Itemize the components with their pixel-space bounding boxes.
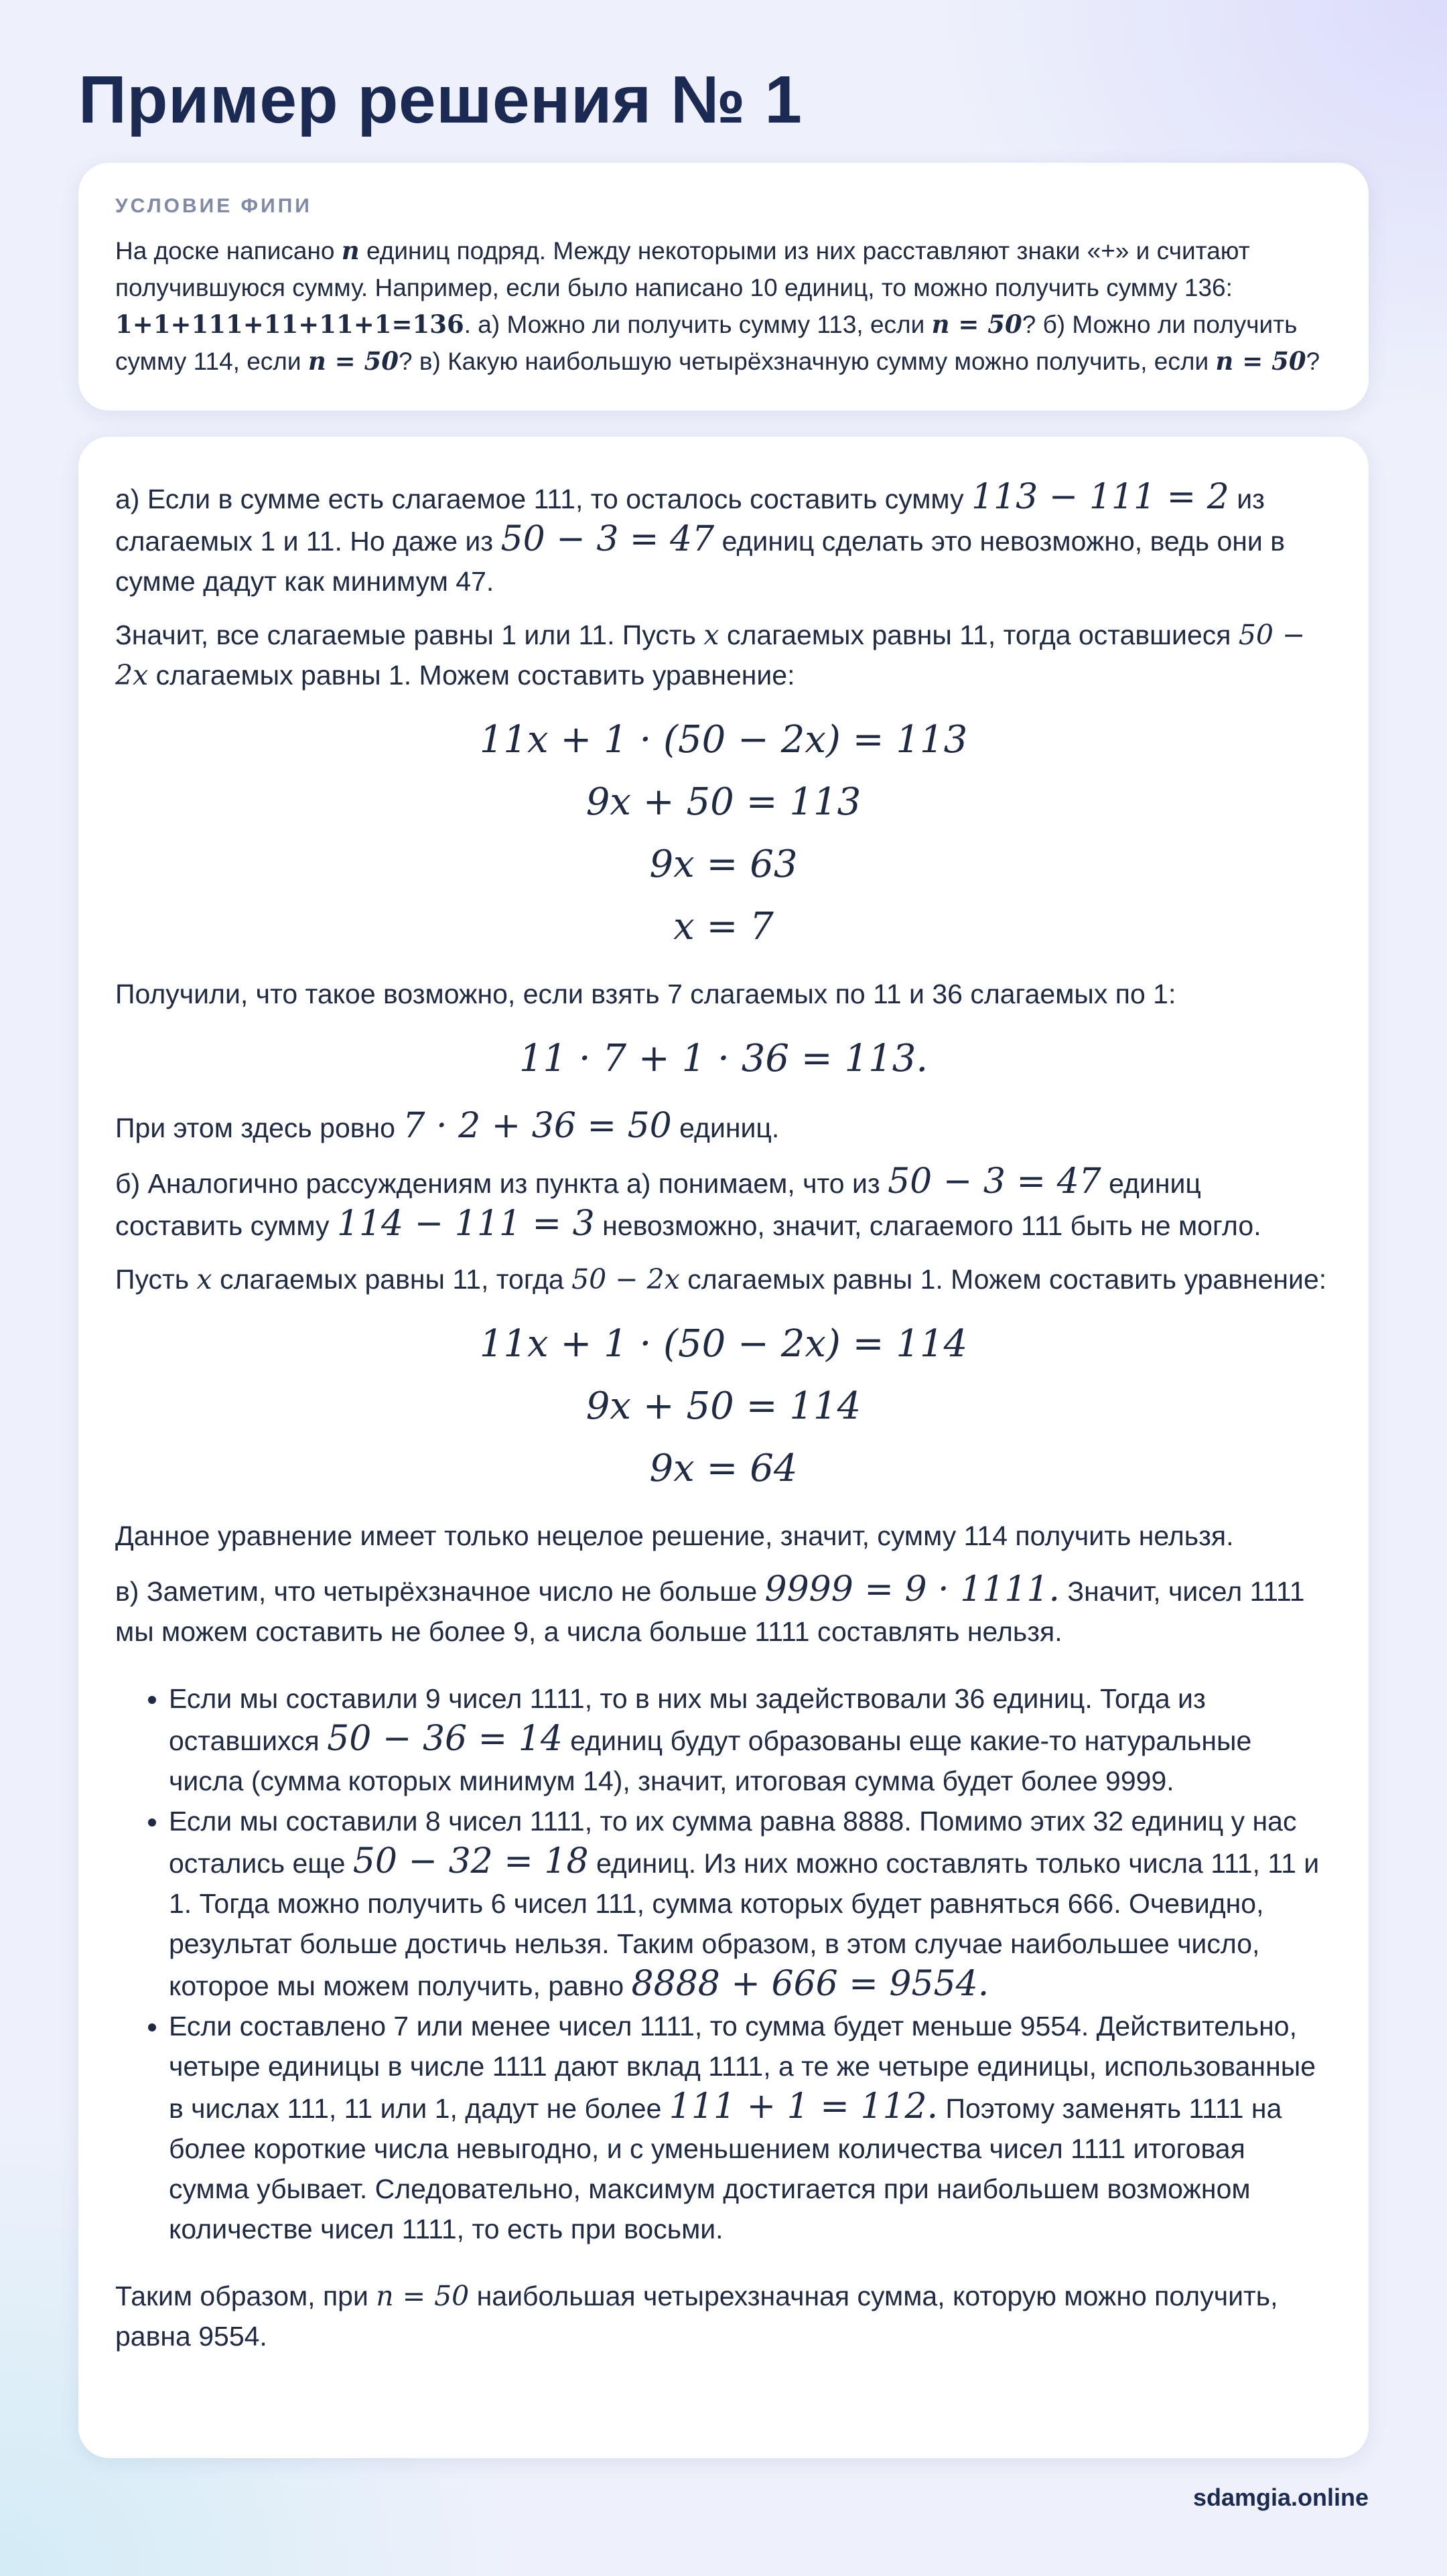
equation-block-a2 (115, 1027, 1332, 1090)
math-inline: 50 − 2x (571, 1263, 680, 1295)
solution-paragraph-a3: Получили, что такое возможно, если взять 7 слагаемых по 11 и 36 слагаемых по 1: (115, 979, 1176, 1009)
solution-paragraph-a1 (115, 477, 1332, 601)
text: единиц. (671, 1113, 780, 1143)
text: слагаемых равны 11, тогда (212, 1264, 572, 1295)
solution-card (78, 437, 1369, 2458)
math-inline: 111 + 1 = 112. (669, 2086, 939, 2127)
text: слагаемых равны 1. Можем составить уравнение: (679, 1264, 1327, 1295)
equation-line: 9x = 64 (649, 1447, 798, 1490)
solution-paragraph-b2 (115, 1259, 1332, 1299)
condition-text-part: . а) Можно ли получить сумму 113, если (464, 311, 932, 338)
math-inline: 50 − 32 = 18 (352, 1841, 589, 1881)
solution-paragraph-b1 (115, 1161, 1332, 1246)
equation-line: 11x + 1 · (50 − 2x) = 113 (479, 718, 968, 762)
solution-paragraph-a2 (115, 615, 1332, 695)
case-list (115, 1678, 1332, 2249)
text: единиц. Из них можно составлять только числа 111, 11 и 1. Тогда можно получить 6 чисел 111, сумма которых будет равняться 666. Очевидно, результат больше достичь нельзя. Таким образом, в этом случае наибольшее число, которое мы можем получить, равно (169, 1848, 1320, 2001)
math-inline: 9999 = 9 · 1111. (764, 1569, 1060, 1609)
solution-paragraph-b3: Данное уравнение имеет только нецелое решение, значит, сумму 114 получить нельзя. (115, 1520, 1234, 1551)
math-inline: x (703, 619, 719, 651)
math-n-eq-50: n = 50 (931, 309, 1022, 339)
text: Если мы составили 9 чисел 1111, то в них мы задействовали 36 единиц. Тогда из оставшихся (169, 1683, 1206, 1756)
text: Если мы составили 8 чисел 1111, то их сумма равна 8888. Помимо этих 32 единиц у нас остались еще (169, 1806, 1297, 1879)
math-inline: 50 − 36 = 14 (327, 1719, 563, 1759)
math-inline: 50 − 3 = 47 (888, 1161, 1101, 1202)
condition-text-part: ? в) Какую наибольшую четырёхзначную сумму можно получить, если (398, 348, 1216, 375)
text: из слагаемых 1 и 11. Но даже из (115, 484, 1265, 557)
text: Значит, все слагаемые равны 1 или 11. Пусть (115, 620, 704, 650)
text: Таким образом, при (115, 2281, 376, 2311)
text: слагаемых равны 1. Можем составить уравнение: (148, 660, 795, 691)
condition-text-part: ? (1306, 348, 1320, 375)
text: Если составлено 7 или менее чисел 1111, то сумма будет меньше 9554. Действительно, четыре единицы в числе 1111 дают вклад 1111, а те же четыре единицы, использованные в числах 111, 11 или 1, дадут не более (169, 2011, 1316, 2124)
solution-paragraph-a4 (115, 1106, 1332, 1148)
math-inline: 8888 + 666 = 9554. (631, 1964, 989, 2004)
text: единиц будут образованы еще какие-то натуральные числа (сумма которых минимум 14), значит, итоговая сумма будет более 9999. (169, 1725, 1252, 1796)
condition-text-part: ? б) Можно ли получить сумму 114, если (115, 311, 1298, 375)
list-item (169, 2006, 1332, 2249)
text: единиц сделать это невозможно, ведь они в сумме дадут как минимум 47. (115, 526, 1285, 597)
text: При этом здесь ровно (115, 1113, 403, 1143)
solution-paragraph-c1 (115, 1569, 1332, 1652)
math-inline: 7 · 2 + 36 = 50 (403, 1106, 672, 1146)
math-inline: x (196, 1263, 212, 1295)
math-n: n (341, 236, 360, 265)
brand-link[interactable]: sdamgia.online (1192, 2484, 1369, 2511)
equation-line: 9x = 63 (649, 843, 798, 886)
math-n-eq-50: n = 50 (307, 346, 399, 376)
text: Поэтому заменять 1111 на более короткие числа невыгодно, и с уменьшением количества чисел 1111 итоговая сумма убывает. Следовательно, максимум достигается при наибольшем возможном количестве чисел 1111, то есть при восьми. (169, 2093, 1282, 2244)
page-title: Пример решения № 1 (78, 62, 803, 137)
text: невозможно, значит, слагаемого 111 быть не могло. (594, 1210, 1261, 1241)
condition-text-part: единиц подряд. Между некоторыми из них расставляют знаки «+» и считают получившуюся сумму. Например, если было написано 10 единиц, то можно получить сумму 136: (115, 237, 1250, 301)
math-inline: 50 − 2x (115, 619, 1306, 691)
text: Пусть (115, 1264, 197, 1295)
condition-card (78, 163, 1369, 411)
math-inline: 50 − 3 = 47 (500, 519, 715, 559)
solution-paragraph-c2 (115, 2276, 1332, 2356)
math-n-eq-50: n = 50 (1215, 346, 1306, 376)
text: а) Если в сумме есть слагаемое 111, то осталось составить сумму (115, 484, 971, 514)
text: слагаемых равны 11, тогда оставшиеся (719, 620, 1239, 650)
list-item (169, 1678, 1332, 1801)
math-inline: 113 − 111 = 2 (971, 477, 1229, 517)
text: в) Заметим, что четырёхзначное число не больше (115, 1576, 765, 1607)
equation-block-a (115, 709, 1332, 958)
equation-block-b (115, 1313, 1332, 1500)
equation-line: 11 · 7 + 1 · 36 = 113. (519, 1037, 928, 1080)
text: наибольшая четырехзначная сумма, которую можно получить, равна 9554. (115, 2281, 1278, 2352)
math-inline: n = 50 (376, 2280, 470, 2312)
condition-label: УСЛОВИЕ ФИПИ (115, 195, 312, 217)
text: единиц составить сумму (115, 1168, 1201, 1241)
text: Значит, чисел 1111 мы можем составить не более 9, а числа больше 1111 составлять нельзя. (115, 1576, 1305, 1647)
equation-line: 9x + 50 = 113 (585, 780, 862, 824)
math-inline: 114 − 111 = 3 (336, 1204, 595, 1244)
condition-text-part: На доске написано (115, 237, 342, 265)
equation-line: x = 7 (673, 905, 774, 948)
math-sum-example: 1+1+111+11+11+1=136 (115, 309, 464, 339)
text: б) Аналогично рассуждениям из пункта а) понимаем, что из (115, 1168, 888, 1199)
list-item (169, 1801, 1332, 2006)
equation-line: 11x + 1 · (50 − 2x) = 114 (479, 1322, 968, 1366)
condition-text (115, 232, 1332, 380)
equation-line: 9x + 50 = 114 (585, 1384, 862, 1428)
